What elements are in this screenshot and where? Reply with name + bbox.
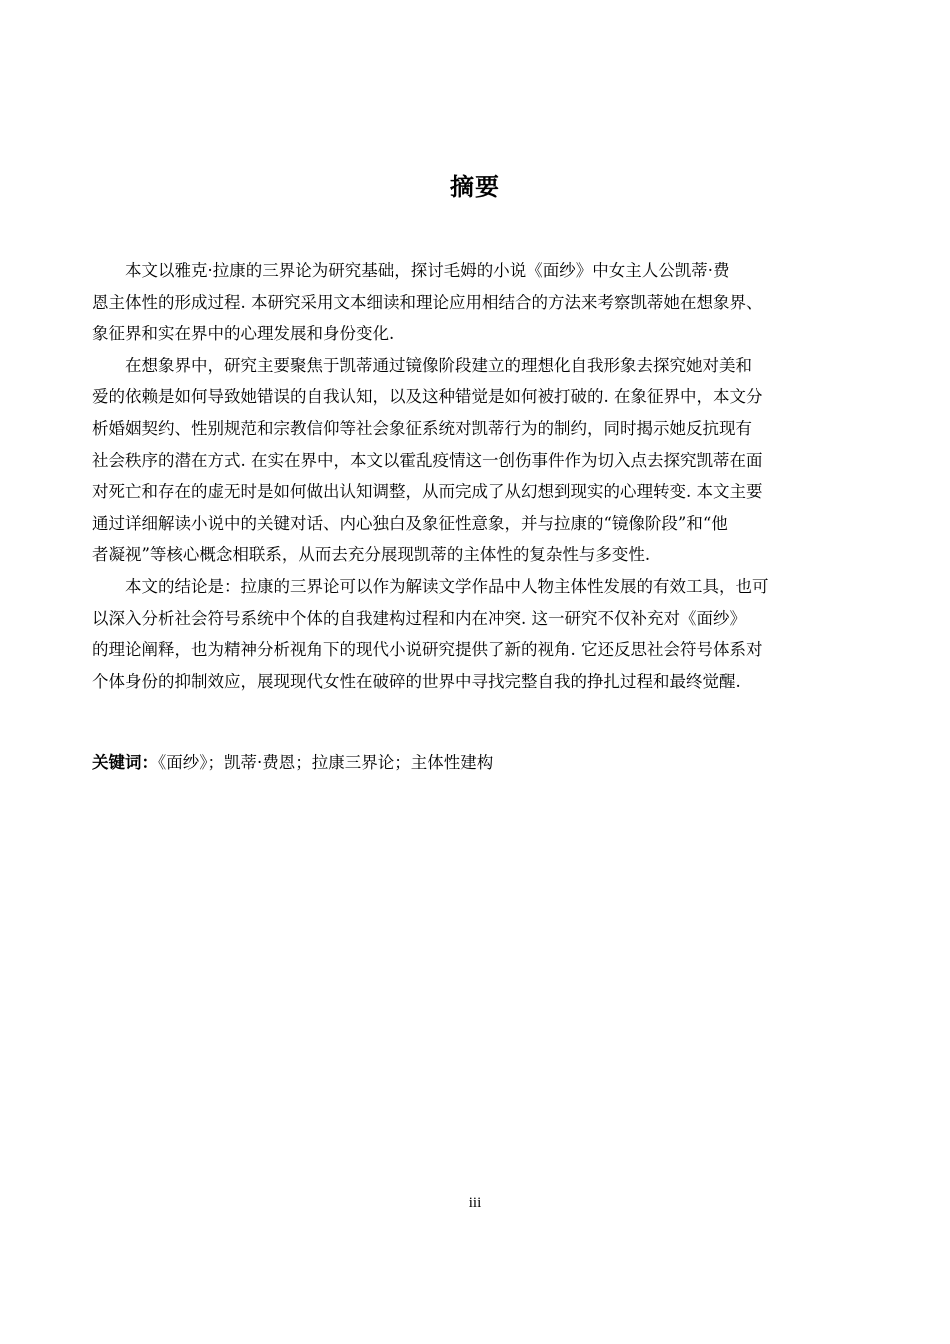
paragraph-line: 个体身份的抑制效应，展现现代女性在破碎的世界中寻找完整自我的挣扎过程和最终觉醒. — [92, 671, 741, 691]
keywords-line — [92, 749, 493, 777]
paragraph-line: 以深入分析社会符号系统中个体的自我建构过程和内在冲突. 这一研究不仅补充对《面纱》 — [92, 608, 746, 628]
paragraph-line: 者凝视”等核心概念相联系，从而去充分展现凯蒂的主体性的复杂性与多变性. — [92, 545, 651, 565]
keywords-label: 关键词： — [92, 753, 158, 772]
paragraph-1 — [92, 255, 867, 350]
paragraph-line: 爱的依赖是如何导致她错误的自我认知，以及这种错觉是如何被打破的. 在象征界中，本文分 — [92, 387, 763, 407]
paragraph-line: 析婚姻契约、性别规范和宗教信仰等社会象征系统对凯蒂行为的制约，同时揭示她反抗现有 — [92, 418, 752, 438]
paragraph-line: 本文以雅克·拉康的三界论为研究基础，探讨毛姆的小说《面纱》中女主人公凯蒂·费 — [125, 261, 730, 280]
paragraph-line: 在想象界中，研究主要聚焦于凯蒂通过镜像阶段建立的理想化自我形象去探究她对美和 — [125, 355, 752, 375]
paragraph-line: 社会秩序的潜在方式. 在实在界中，本文以霍乱疫情这一创伤事件作为切入点去探究凯蒂在面 — [92, 450, 763, 470]
keywords-text: 《面纱》；凯蒂·费恩；拉康三界论；主体性建构 — [158, 753, 494, 772]
paragraph-line: 的理论阐释，也为精神分析视角下的现代小说研究提供了新的视角. 它还反思社会符号体系对 — [92, 640, 763, 660]
paragraph-2 — [92, 350, 867, 571]
abstract-title: 摘要 — [450, 173, 500, 201]
paragraph-line: 本文的结论是：拉康的三界论可以作为解读文学作品中人物主体性发展的有效工具，也可 — [125, 576, 769, 596]
page-number: iii — [468, 1195, 482, 1211]
paragraph-3 — [92, 571, 867, 697]
abstract-body — [92, 255, 867, 697]
paragraph-line: 恩主体性的形成过程. 本研究采用文本细读和理论应用相结合的方法来考察凯蒂她在想象界、 — [92, 292, 763, 312]
paragraph-line: 象征界和实在界中的心理发展和身份变化. — [92, 324, 395, 344]
paragraph-line: 通过详细解读小说中的关键对话、内心独白及象征性意象，并与拉康的“镜像阶段”和“他 — [92, 513, 728, 533]
paragraph-line: 对死亡和存在的虚无时是如何做出认知调整，从而完成了从幻想到现实的心理转变. 本文主要 — [92, 482, 763, 502]
